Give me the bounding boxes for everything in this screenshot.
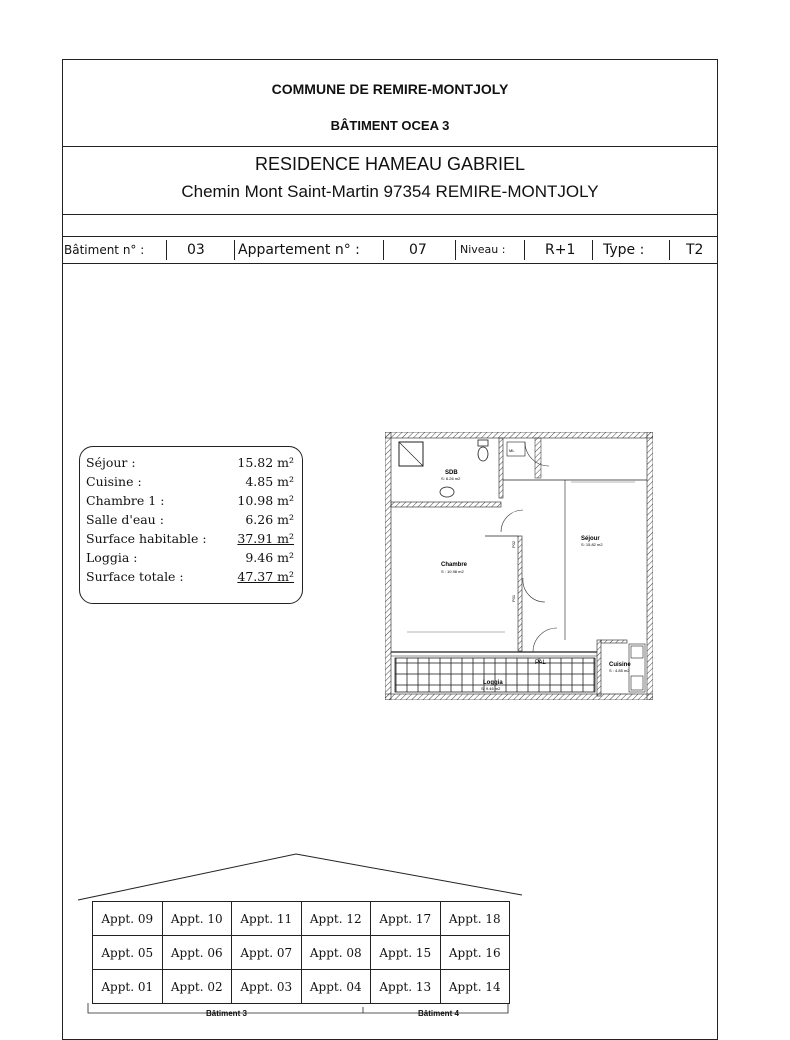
wall (385, 432, 653, 438)
batiment-value: 03 (187, 242, 205, 258)
apartment-cell: Appt. 14 (440, 970, 510, 1004)
apartment-cell: Appt. 05 (93, 936, 163, 970)
apartment-cell: Appt. 09 (93, 902, 163, 936)
apartment-cell: Appt. 01 (93, 970, 163, 1004)
apartment-cell: Appt. 04 (301, 970, 371, 1004)
room-area-sdb: S: 6.26 m2 (441, 476, 461, 481)
type-value: T2 (686, 242, 704, 258)
wall (385, 432, 391, 700)
residence-address: Chemin Mont Saint-Martin 97354 REMIRE-MONTJOLY (181, 182, 599, 201)
surface-value: 37.91 m² (237, 531, 294, 546)
table-row (93, 970, 510, 1004)
surface-value: 6.26 m² (245, 512, 294, 527)
surface-value: 47.37 m² (237, 569, 294, 584)
wall (385, 694, 653, 700)
wall (518, 536, 522, 651)
building-label-4: Bâtiment 4 (418, 1009, 459, 1018)
commune-title: COMMUNE DE REMIRE-MONTJOLY (271, 81, 509, 97)
surface-value: 9.46 m² (245, 550, 294, 565)
wall (647, 432, 653, 700)
divider (383, 240, 384, 260)
surface-value: 15.82 m² (237, 455, 294, 470)
room-area-loggia: S: 9.46 m2 (481, 686, 501, 691)
divider (166, 240, 167, 260)
niveau-label: Niveau : (460, 243, 506, 256)
document-sheet (62, 59, 718, 1040)
apartment-cell: Appt. 16 (440, 936, 510, 970)
surface-label: Surface totale : (86, 569, 184, 584)
header-commune-block (63, 60, 717, 147)
door-label-p01: P01 (511, 594, 516, 602)
wall (499, 438, 503, 498)
surface-label: Loggia : (86, 550, 138, 565)
table-row (93, 936, 510, 970)
room-area-sejour: S: 15.82 m2 (581, 542, 603, 547)
surface-row (86, 531, 294, 548)
floor-plan (385, 432, 653, 700)
room-area-cuisine: S : 4.85 m2 (609, 668, 630, 673)
divider (669, 240, 670, 260)
apartment-cell: Appt. 17 (371, 902, 441, 936)
room-label-loggia: Loggia (483, 680, 503, 686)
batiment-title: BÂTIMENT OCEA 3 (330, 118, 450, 133)
surface-row (86, 474, 294, 491)
room-label-sdb: SDB (445, 470, 458, 476)
niveau-value: R+1 (545, 242, 576, 258)
apartment-cell: Appt. 11 (232, 902, 302, 936)
apartment-cell: Appt. 10 (162, 902, 232, 936)
surface-row (86, 550, 294, 567)
surface-label: Chambre 1 : (86, 493, 165, 508)
room-area-chambre: S : 10.98 m2 (441, 569, 464, 574)
apartment-cell: Appt. 03 (232, 970, 302, 1004)
ml-label: ML (509, 448, 515, 453)
surface-row (86, 512, 294, 529)
surface-label: Salle d'eau : (86, 512, 164, 527)
divider (592, 240, 593, 260)
building-label-3: Bâtiment 3 (206, 1009, 247, 1018)
apartment-cell: Appt. 15 (371, 936, 441, 970)
surface-value: 4.85 m² (245, 474, 294, 489)
appartement-label: Appartement n° : (238, 242, 360, 258)
header-residence-block (63, 146, 717, 215)
apartment-cell: Appt. 06 (162, 936, 232, 970)
pal-label: PAL (535, 660, 546, 666)
room-label-cuisine: Cuisine (609, 662, 631, 668)
surface-row (86, 493, 294, 510)
apartment-cell: Appt. 18 (440, 902, 510, 936)
surface-label: Séjour : (86, 455, 136, 470)
type-label: Type : (603, 242, 645, 258)
appartement-value: 07 (409, 242, 427, 258)
surface-value: 10.98 m² (237, 493, 294, 508)
surface-label: Cuisine : (86, 474, 142, 489)
surface-row (86, 455, 294, 472)
wall (597, 640, 601, 696)
residence-name: RESIDENCE HAMEAU GABRIEL (254, 154, 526, 174)
apartment-cell: Appt. 02 (162, 970, 232, 1004)
apartment-cell: Appt. 13 (371, 970, 441, 1004)
table-row (93, 902, 510, 936)
surface-label: Surface habitable : (86, 531, 207, 546)
roof-outline (75, 853, 535, 903)
wall (601, 640, 627, 643)
surfaces-box (79, 446, 303, 604)
divider (234, 240, 235, 260)
room-label-sejour: Séjour (581, 536, 600, 542)
apartment-cell: Appt. 12 (301, 902, 371, 936)
room-label-chambre: Chambre (441, 562, 468, 568)
divider (524, 240, 525, 260)
surface-row (86, 569, 294, 586)
batiment-label: Bâtiment n° : (64, 243, 145, 257)
info-bar (63, 236, 717, 264)
door-label-p02: P02 (511, 540, 516, 548)
apartment-cell: Appt. 07 (232, 936, 302, 970)
apartment-cell: Appt. 08 (301, 936, 371, 970)
apartments-grid (92, 901, 510, 1004)
divider (455, 240, 456, 260)
wall (391, 502, 501, 507)
